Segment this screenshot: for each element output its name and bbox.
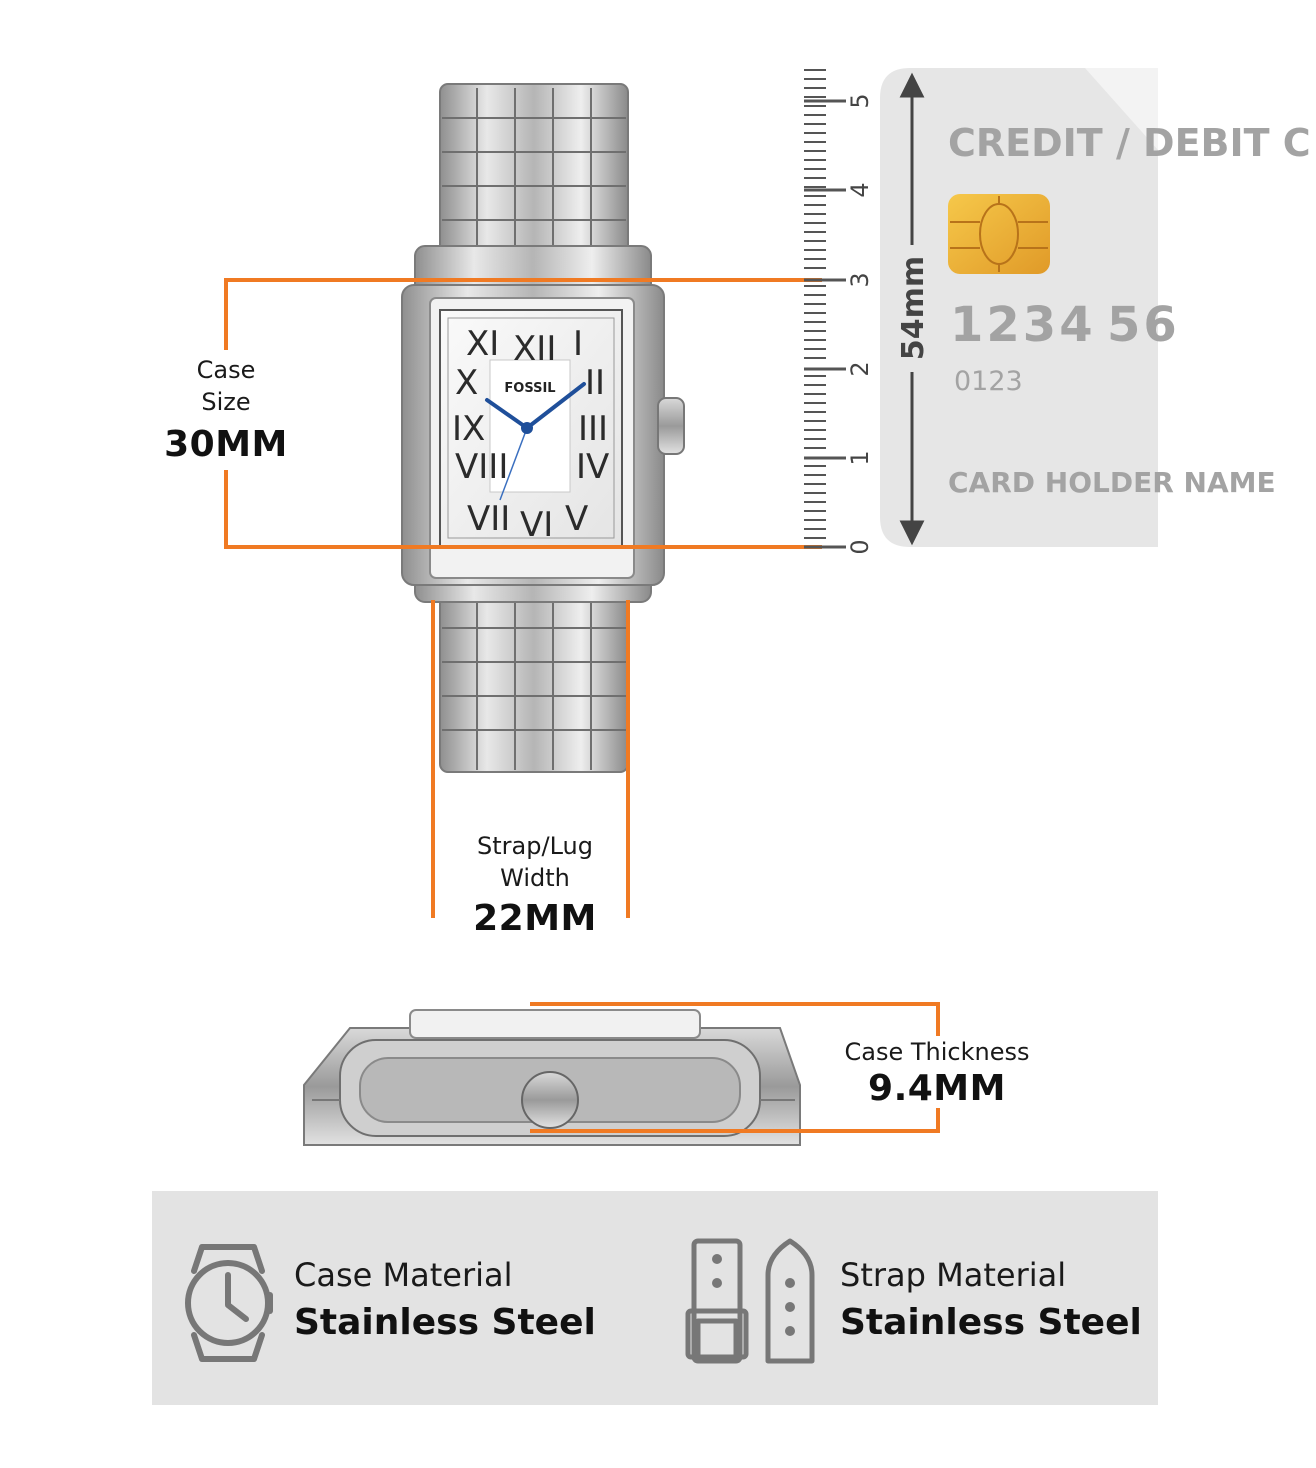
svg-text:I: I — [573, 324, 584, 364]
case-size-value: 30MM — [164, 424, 288, 465]
card-small-number: 0123 — [954, 366, 1023, 397]
svg-text:IX: IX — [452, 409, 486, 449]
brand-logo: FOSSIL — [504, 381, 556, 396]
case-size-label-line2: Size — [201, 388, 251, 416]
lug-width-annotation — [440, 830, 630, 940]
watch-outline-icon — [176, 1241, 280, 1365]
ruler-label-2: 2 — [846, 361, 874, 377]
svg-text:II: II — [585, 363, 606, 403]
case-size-annotation — [144, 354, 308, 466]
strap-outline-icon — [684, 1235, 824, 1367]
card-title: CREDIT / DEBIT C — [948, 121, 1311, 165]
strap-material-title: Strap Material — [840, 1256, 1067, 1294]
credit-card — [880, 68, 1311, 547]
case-thickness-value: 9.4MM — [868, 1068, 1006, 1109]
ruler — [804, 70, 846, 547]
materials-panel — [152, 1191, 1158, 1405]
ruler-label-4: 4 — [846, 182, 874, 198]
ruler-label-3: 3 — [846, 272, 874, 288]
case-size-label-line1: Case — [196, 356, 256, 384]
card-holder-name: CARD HOLDER NAME — [948, 466, 1276, 499]
card-chip-icon — [948, 194, 1050, 274]
ruler-label-5: 5 — [846, 93, 874, 109]
bracelet-bottom — [440, 590, 628, 772]
svg-text:X: X — [455, 363, 479, 403]
case-thickness-label: Case Thickness — [844, 1038, 1030, 1066]
lug-width-value: 22MM — [473, 898, 597, 939]
watch-side-profile — [304, 1010, 800, 1145]
svg-text:VIII: VIII — [455, 447, 509, 487]
svg-text:V: V — [565, 499, 589, 539]
ruler-label-1: 1 — [846, 450, 874, 466]
card-number-part1: 1234 — [950, 297, 1096, 353]
ruler-label-0: 0 — [846, 539, 874, 555]
card-number-part2: 56 — [1107, 297, 1180, 353]
svg-text:XII: XII — [513, 329, 557, 369]
svg-text:VII: VII — [467, 499, 511, 539]
lug-width-label-line1: Strap/Lug — [477, 832, 593, 860]
case-material-block — [294, 1255, 634, 1345]
svg-text:XI: XI — [466, 324, 500, 364]
case-material-title: Case Material — [294, 1256, 513, 1294]
case-thickness-annotation — [832, 1036, 1042, 1110]
lug-width-label-line2: Width — [500, 864, 570, 892]
svg-text:VI: VI — [520, 505, 554, 545]
strap-material-value: Stainless Steel — [840, 1302, 1142, 1343]
svg-text:III: III — [578, 409, 609, 449]
ruler-labels — [846, 93, 874, 554]
bracelet-top — [440, 84, 628, 264]
svg-text:IV: IV — [576, 447, 610, 487]
card-height-label: 54mm — [896, 255, 931, 361]
strap-material-block — [840, 1255, 1150, 1345]
case-material-value: Stainless Steel — [294, 1302, 596, 1343]
